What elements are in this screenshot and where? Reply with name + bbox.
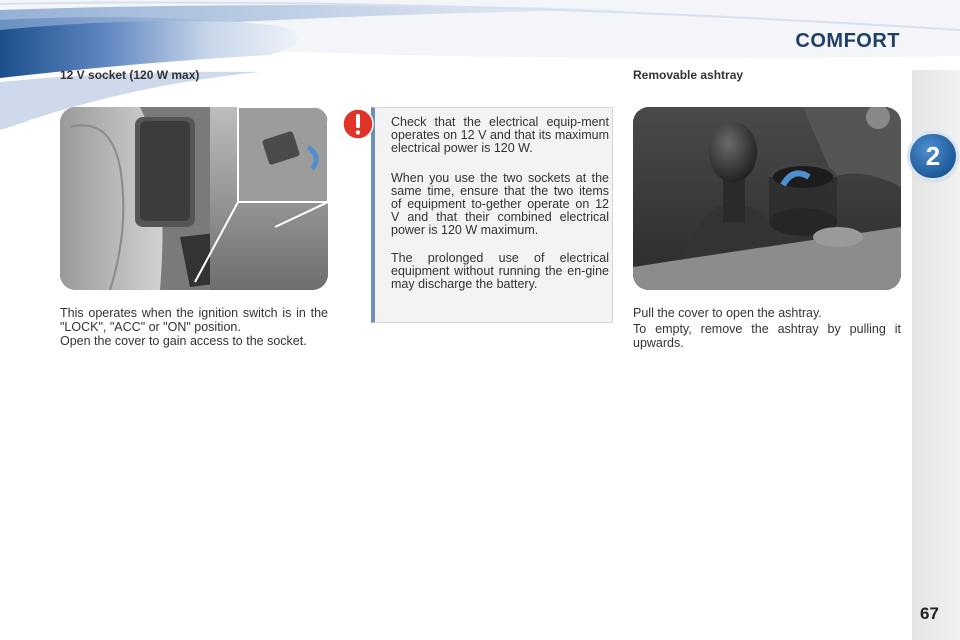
- exclamation-warning-icon: [342, 108, 374, 140]
- warning-paragraph-2: When you use the two sockets at the same time, ensure that the two items of equipment to-gether operate on 12 V and that their combined electrical power is 120 W maximum.: [391, 171, 609, 237]
- socket-photo: [60, 107, 328, 290]
- warning-paragraph-1: Check that the electrical equip-ment operates on 12 V and that its maximum electrical power is 120 W.: [391, 115, 609, 155]
- page-number: 67: [920, 604, 939, 623]
- socket-heading: 12 V socket (120 W max): [60, 68, 200, 82]
- ashtray-paragraph-1: Pull the cover to open the ashtray.: [633, 306, 822, 320]
- socket-paragraph-1: This operates when the ignition switch is in the "LOCK", "ACC" or "ON" position.: [60, 306, 328, 334]
- socket-paragraph-2: Open the cover to gain access to the socket.: [60, 334, 307, 348]
- ashtray-paragraph-2: To empty, remove the ashtray by pulling it upwards.: [633, 322, 901, 350]
- warning-paragraph-3: The prolonged use of electrical equipment without running the en-gine may discharge the battery.: [391, 251, 609, 291]
- warning-box: [371, 107, 613, 323]
- ashtray-photo: [633, 107, 901, 290]
- ashtray-heading: Removable ashtray: [633, 68, 744, 82]
- chapter-tab[interactable]: 2: [910, 134, 956, 178]
- section-title: COMFORT: [795, 30, 900, 52]
